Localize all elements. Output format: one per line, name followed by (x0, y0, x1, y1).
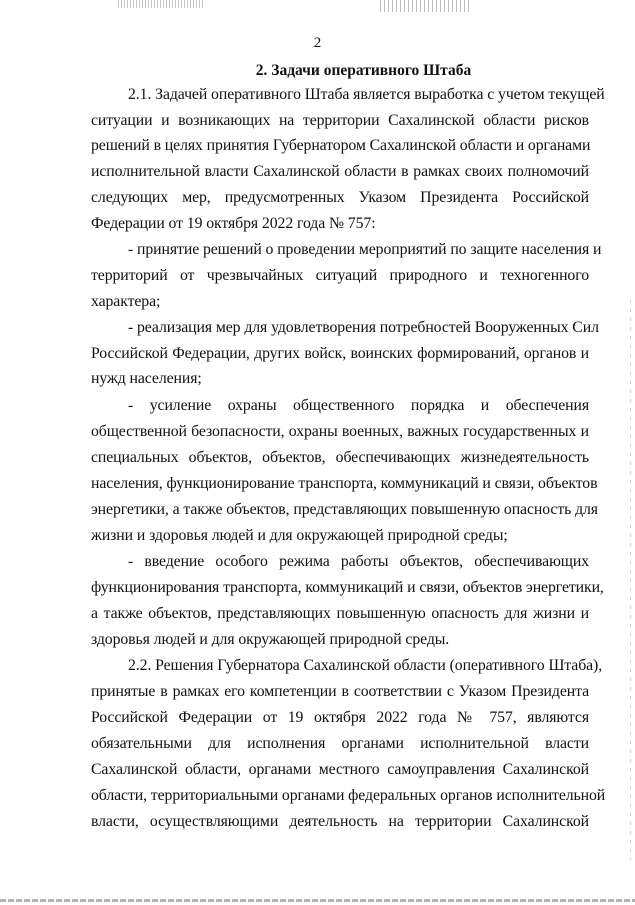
bullet-item-line: - реализация мер для удовлетворения потребностей Вооруженных Сил (128, 319, 599, 336)
paragraph-2-1-line: следующих мер, предусмотренных Указом Президента Российской (91, 189, 589, 206)
bullet-item-line: энергетики, а также объектов, представляющих повышенную опасность для (91, 501, 598, 518)
section-heading: 2. Задачи оперативного Штаба (255, 62, 472, 79)
paragraph-2-1-line: Федерации от 19 октября 2022 года № 757: (91, 215, 376, 232)
scan-noise-top-left (118, 0, 204, 8)
paragraph-2-2-line: Российской Федерации от 19 октября 2022 года № 757, являются (91, 709, 589, 726)
bullet-item-line: - усиление охраны общественного порядка и обеспечения (128, 397, 589, 414)
paragraph-2-1-line: решений в целях принятия Губернатором Сахалинской области и органами (91, 137, 591, 154)
paragraph-2-1-line: 2.1. Задачей оперативного Штаба является выработка с учетом текущей (128, 86, 605, 103)
paragraph-2-2-line: Сахалинской области, органами местного самоуправления Сахалинской (91, 761, 589, 778)
paragraph-2-2-line: области, территориальными органами федеральных органов исполнительной (91, 787, 606, 804)
paragraph-2-2-line: власти, осуществляющими деятельность на территории Сахалинской (91, 813, 589, 830)
scan-noise-top-right (380, 0, 472, 12)
bullet-item-line: а также объектов, представляющих повышенную опасность для жизни и (91, 605, 589, 622)
bullet-item-line: характера; (91, 293, 161, 310)
paragraph-2-2-line: обязательными для исполнения органами исполнительной власти (91, 735, 589, 752)
bullet-item-line: нужд населения; (91, 370, 202, 387)
bullet-item-line: населения, функционирование транспорта, коммуникаций и связи, объектов (91, 475, 598, 492)
scan-edge-bottom (0, 899, 635, 902)
bullet-item-line: специальных объектов, объектов, обеспечивающих жизнедеятельность (91, 449, 589, 466)
bullet-item-line: территорий от чрезвычайных ситуаций природного и техногенного (91, 267, 589, 284)
bullet-item-line: - принятие решений о проведении мероприятий по защите населения и (128, 241, 602, 258)
scan-edge-right (630, 300, 631, 860)
bullet-item-line: общественной безопасности, охраны военных, важных государственных и (91, 423, 589, 440)
paragraph-2-1-line: ситуации и возникающих на территории Сахалинской области рисков (91, 112, 589, 129)
bullet-item-line: функционирования транспорта, коммуникаций и связи, объектов энергетики, (91, 579, 604, 596)
bullet-item-line: - введение особого режима работы объектов, обеспечивающих (128, 553, 589, 570)
paragraph-2-2-line: 2.2. Решения Губернатора Сахалинской области (оперативного Штаба), (128, 657, 603, 674)
bullet-item-line: жизни и здоровья людей и для окружающей природной среды; (91, 527, 508, 544)
paragraph-2-1-line: исполнительной власти Сахалинской области в рамках своих полномочий (91, 163, 589, 180)
page-number: 2 (313, 35, 322, 51)
paragraph-2-2-line: принятые в рамках его компетенции в соответствии с Указом Президента (91, 683, 589, 700)
bullet-item-line: здоровья людей и для окружающей природной среды. (91, 631, 450, 648)
bullet-item-line: Российской Федерации, других войск, воинских формирований, органов и (91, 345, 589, 362)
